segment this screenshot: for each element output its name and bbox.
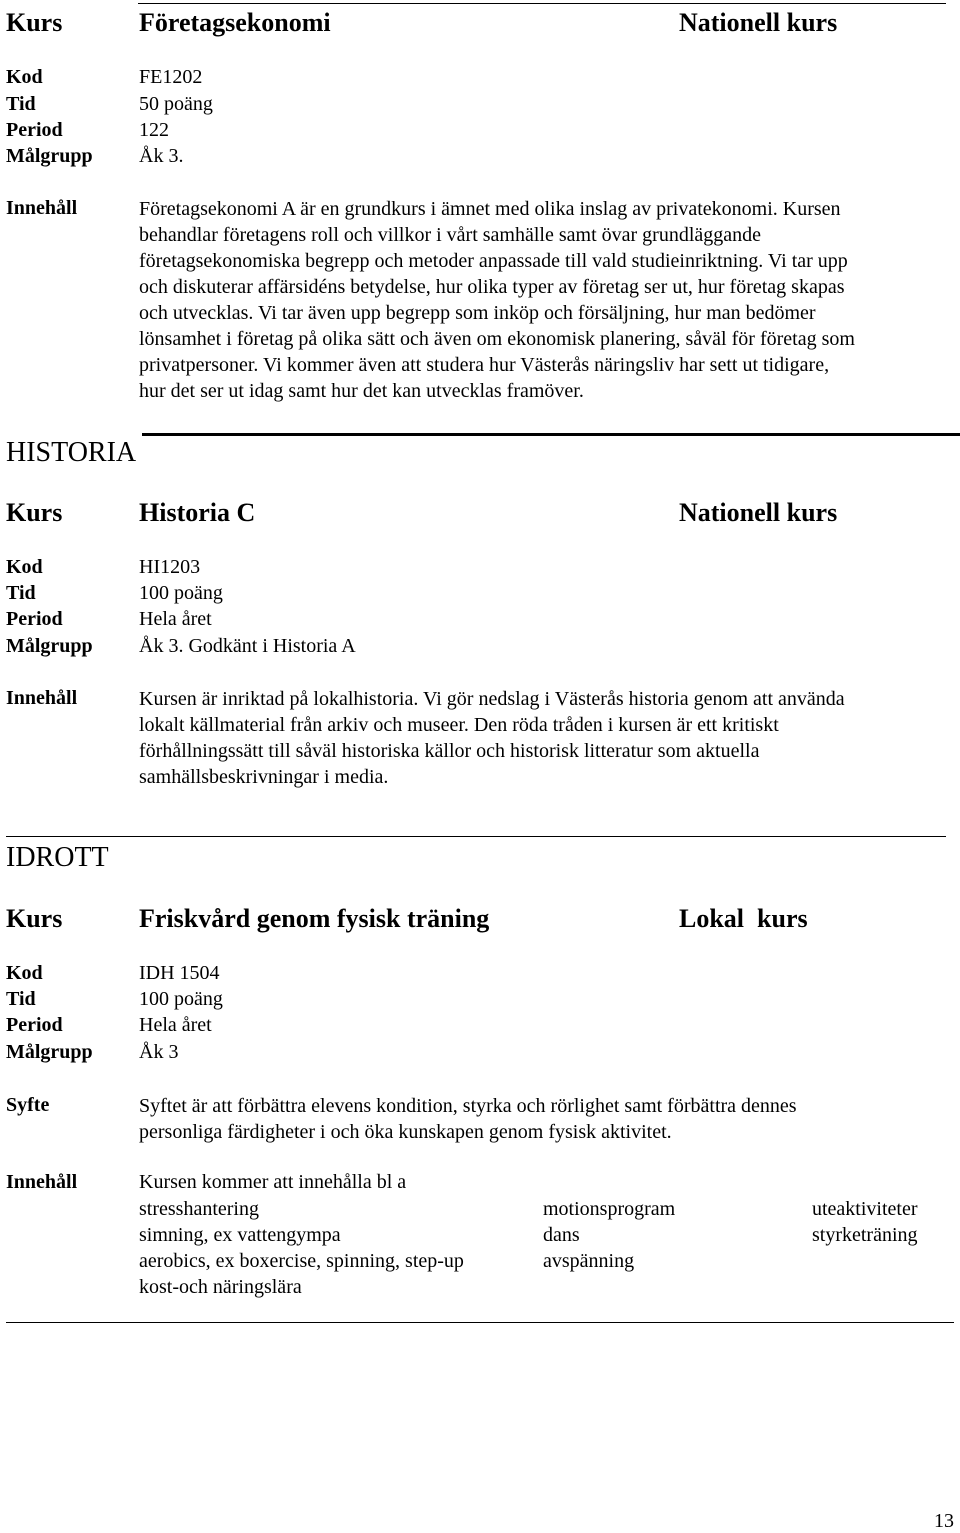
content-line: och utvecklas. Vi tar även upp begrepp som inköp och försäljning, hur man bedömer xyxy=(139,302,816,324)
content-line: Företagsekonomi A är en grundkurs i ämnet med olika inslag av privatekonomi. Kursen xyxy=(139,198,841,220)
activity-item: motionsprogram xyxy=(543,1198,676,1220)
field-label-period: Period xyxy=(6,1014,63,1036)
field-value-malgrupp: Åk 3. Godkänt i Historia A xyxy=(139,635,356,657)
field-value-period: 122 xyxy=(139,119,169,141)
activity-item: avspänning xyxy=(543,1250,635,1272)
field-value-malgrupp: Åk 3. xyxy=(139,145,184,167)
course-name: Företagsekonomi xyxy=(139,8,331,37)
activity-row xyxy=(139,1222,939,1248)
field-value-period: Hela året xyxy=(139,608,212,630)
content-line: förhållningssätt till såväl historiska källor och historisk litteratur som aktuella xyxy=(139,740,760,762)
field-value-tid: 100 poäng xyxy=(139,988,223,1010)
kurs-label: Kurs xyxy=(6,904,63,933)
field-value-kod: FE1202 xyxy=(139,66,203,88)
field-label-period: Period xyxy=(6,119,63,141)
course-name: Historia C xyxy=(139,498,256,527)
purpose-line: personliga färdigheter i och öka kunskapen genom fysisk aktivitet. xyxy=(139,1121,672,1143)
course-type: Lokal kurs xyxy=(679,904,808,933)
section-rule-historia xyxy=(142,433,960,436)
section-rule-idrott xyxy=(6,836,946,837)
purpose-label: Syfte xyxy=(6,1094,50,1116)
field-label-tid: Tid xyxy=(6,988,36,1010)
purpose-line: Syftet är att förbättra elevens kondition, styrka och rörlighet samt förbättra dennes xyxy=(139,1095,797,1117)
course-name: Friskvård genom fysisk träning xyxy=(139,904,490,933)
field-value-kod: IDH 1504 xyxy=(139,962,220,984)
content-text xyxy=(139,686,845,790)
bottom-rule xyxy=(6,1322,954,1323)
activity-item: kost-och näringslära xyxy=(139,1276,302,1298)
course-type: Nationell kurs xyxy=(679,8,838,37)
field-label-tid: Tid xyxy=(6,93,36,115)
course-type: Nationell kurs xyxy=(679,498,838,527)
field-label-kod: Kod xyxy=(6,556,43,578)
content-label: Innehåll xyxy=(6,1171,78,1193)
field-value-kod: HI1203 xyxy=(139,556,201,578)
kurs-label: Kurs xyxy=(6,8,63,37)
purpose-text xyxy=(139,1093,797,1145)
field-value-period: Hela året xyxy=(139,1014,212,1036)
field-value-tid: 50 poäng xyxy=(139,93,213,115)
field-value-malgrupp: Åk 3 xyxy=(139,1041,179,1063)
content-intro: Kursen kommer att innehålla bl a xyxy=(139,1171,407,1193)
content-line: och diskuterar affärsidéns betydelse, hur olika typer av företag ser ut, hur företag skapas xyxy=(139,276,845,298)
activity-item: uteaktiviteter xyxy=(812,1198,918,1220)
field-label-tid: Tid xyxy=(6,582,36,604)
content-line: hur det ser ut idag samt hur det kan utvecklas framöver. xyxy=(139,380,584,402)
section-title-idrott: IDROTT xyxy=(6,842,109,873)
content-text xyxy=(139,196,855,404)
field-label-period: Period xyxy=(6,608,63,630)
activity-item: styrketräning xyxy=(812,1224,918,1246)
content-label: Innehåll xyxy=(6,197,78,219)
content-line: företagsekonomiska begrepp och metoder anpassade till vald studieinriktning. Vi tar upp xyxy=(139,250,848,272)
activity-item: stresshantering xyxy=(139,1198,259,1220)
top-rule xyxy=(138,3,946,4)
content-line: samhällsbeskrivningar i media. xyxy=(139,766,389,788)
field-label-malgrupp: Målgrupp xyxy=(6,1041,93,1063)
activity-item: aerobics, ex boxercise, spinning, step-up xyxy=(139,1250,464,1272)
content-line: lokalt källmaterial från arkiv och museer. Den röda tråden i kursen är ett kritiskt xyxy=(139,714,779,736)
field-label-kod: Kod xyxy=(6,66,43,88)
page-number: 13 xyxy=(934,1510,954,1532)
activity-item: simning, ex vattengympa xyxy=(139,1224,341,1246)
field-label-malgrupp: Målgrupp xyxy=(6,145,93,167)
content-line: behandlar företagens roll och villkor i vårt samhälle samt övar grundläggande xyxy=(139,224,762,246)
activity-item: dans xyxy=(543,1224,580,1246)
content-line: privatpersoner. Vi kommer även att studera hur Västerås näringsliv har sett ut tidigare, xyxy=(139,354,830,376)
content-label: Innehåll xyxy=(6,687,78,709)
field-value-tid: 100 poäng xyxy=(139,582,223,604)
activity-row xyxy=(139,1274,939,1300)
activity-row xyxy=(139,1196,939,1222)
content-line: Kursen är inriktad på lokalhistoria. Vi gör nedslag i Västerås historia genom att använda xyxy=(139,688,845,710)
field-label-kod: Kod xyxy=(6,962,43,984)
activity-row xyxy=(139,1248,939,1274)
activity-list xyxy=(139,1196,939,1300)
content-line: lönsamhet i företag på olika sätt och även om ekonomisk planering, såväl för företag som xyxy=(139,328,855,350)
section-title-historia: HISTORIA xyxy=(6,437,137,468)
field-label-malgrupp: Målgrupp xyxy=(6,635,93,657)
kurs-label: Kurs xyxy=(6,498,63,527)
